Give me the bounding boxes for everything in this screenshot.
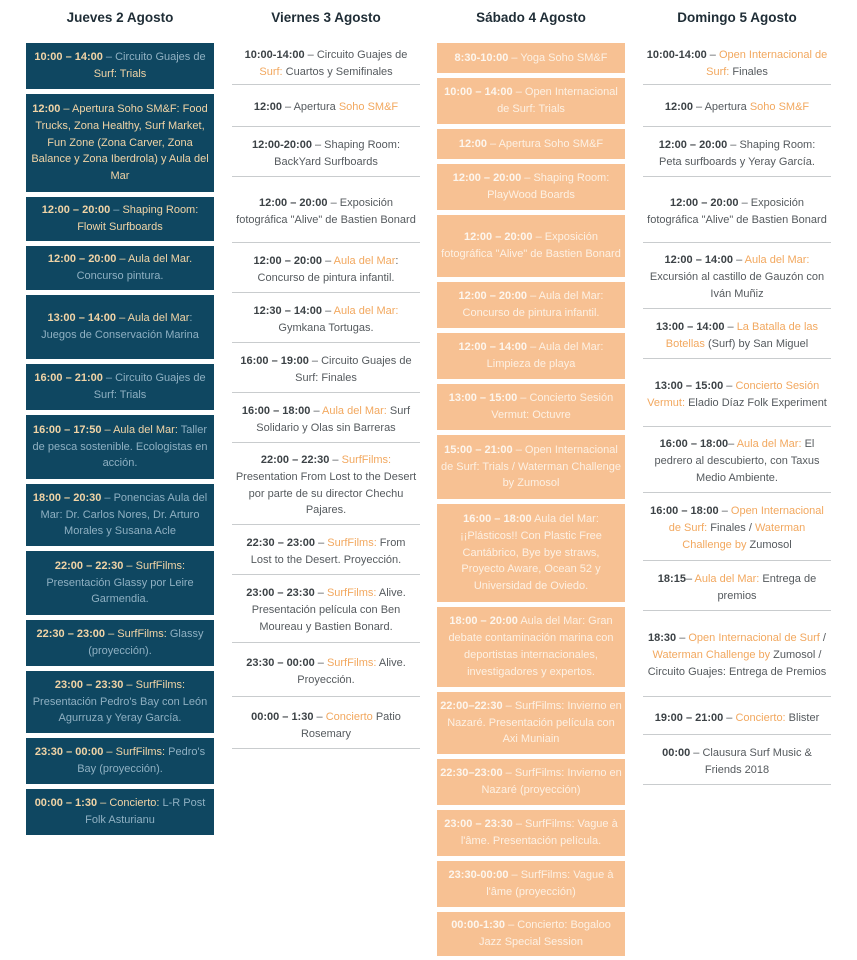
schedule-entry: 12:00 – Apertura Soho SM&F xyxy=(437,129,625,159)
schedule-entry: 12:00 – 20:00 – Shaping Room: PlayWood Boards xyxy=(437,164,625,210)
schedule-entry: 22:00–22:30 – SurfFilms: Invierno en Nazaré. Presentación película con Axi Muniain xyxy=(437,692,625,754)
schedule-entry: 00:00-1:30 – Concierto: Bogaloo Jazz Special Session xyxy=(437,912,625,956)
schedule-entry: 12:00 – 20:00 – Exposición fotográfica "Alive" de Bastien Bonard xyxy=(232,181,420,243)
schedule-entry: 12:00 – 20:00 – Exposición fotográfica "Alive" de Bastien Bonard xyxy=(643,181,831,243)
schedule-entry: 10:00 – 14:00 – Open Internacional de Surf: Trials xyxy=(437,78,625,124)
schedule-entry: 12:00 – 20:00 – Exposición fotográfica "Alive" de Bastien Bonard xyxy=(437,215,625,277)
schedule-entry: 13:00 – 14:00 – Aula del Mar: Juegos de Conservación Marina xyxy=(26,295,214,359)
schedule-entry: 16:00 – 19:00 – Circuito Guajes de Surf: Finales xyxy=(232,347,420,393)
schedule-entry: 16:00 – 18:00 Aula del Mar: ¡¡Plásticos!! Con Plastic Free Cantábrico, Bye bye straws, Proyecto Aware, Ocean 52 y Universidad de Oviedo. xyxy=(437,504,625,602)
day-heading: Viernes 3 Agosto xyxy=(271,10,381,25)
schedule-entry: 00:00 – 1:30 – Concierto Patio Rosemary xyxy=(232,703,420,749)
schedule-entry: 16:00 – 18:00 – Aula del Mar: Surf Solidario y Olas sin Barreras xyxy=(232,397,420,443)
schedule-entry: 12:00 – Apertura Soho SM&F: Food Trucks, Zona Healthy, Surf Market, Fun Zone (Zona Carver, Zona Balance y Zona Iberdrola) y Aula del Mar xyxy=(26,94,214,192)
schedule-entry: 18:00 – 20:30 – Ponencias Aula del Mar: Dr. Carlos Nores, Dr. Arturo Morales y Susana Acle xyxy=(26,484,214,546)
schedule-entry: 16:00 – 17:50 – Aula del Mar: Taller de pesca sostenible. Ecologistas en acción. xyxy=(26,415,214,479)
day-column-sabado xyxy=(437,0,625,948)
schedule-entry: 12:00 – 20:00 – Aula del Mar. Concurso pintura. xyxy=(26,246,214,290)
schedule-entry: 16:00 – 18:00– Aula del Mar: El pedrero al descubierto, con Taxus Medio Ambiente. xyxy=(643,431,831,493)
schedule-entry: 22:00 – 22:30 – SurfFilms: Presentación Glassy por Leire Garmendia. xyxy=(26,551,214,615)
day-heading: Domingo 5 Agosto xyxy=(677,10,797,25)
schedule-entry: 10:00-14:00 – Open Internacional de Surf: Finales xyxy=(643,43,831,85)
schedule-entry: 16:00 – 18:00 – Open Internacional de Surf: Finales / Waterman Challenge by Zumosol xyxy=(643,497,831,561)
schedule-entry: 18:30 – Open Internacional de Surf / Waterman Challenge by Zumosol / Circuito Guajes: Entrega de Premios xyxy=(643,615,831,697)
schedule-entry: 22:30–23:00 – SurfFilms: Invierno en Nazaré (proyección) xyxy=(437,759,625,805)
schedule-entry: 12:00 – 20:00 – Shaping Room: Flowit Surfboards xyxy=(26,197,214,241)
day-column-domingo xyxy=(643,0,831,776)
schedule-entry: 15:00 – 21:00 – Open Internacional de Surf: Trials / Waterman Challenge by Zumosol xyxy=(437,435,625,499)
schedule-entry: 00:00 – 1:30 – Concierto: L-R Post Folk Asturianu xyxy=(26,789,214,835)
schedule-entry: 22:30 – 23:00 – SurfFilms: From Lost to the Desert. Proyección. xyxy=(232,529,420,575)
schedule-entry: 12:30 – 14:00 – Aula del Mar: Gymkana Tortugas. xyxy=(232,297,420,343)
schedule-entry: 12:00 – 20:00 – Aula del Mar: Concurso de pintura infantil. xyxy=(232,247,420,293)
schedule-entry: 12:00 – Apertura Soho SM&F xyxy=(232,89,420,127)
schedule-entry: 8:30-10:00 – Yoga Soho SM&F xyxy=(437,43,625,73)
schedule-entry: 23:30 – 00:00 – SurfFilms: Pedro's Bay (proyección). xyxy=(26,738,214,784)
day-column-jueves xyxy=(26,0,214,826)
schedule-entry: 23:00 – 23:30 – SurfFilms: Vague à l'âme. Presentación película. xyxy=(437,810,625,856)
schedule-entry: 10:00-14:00 – Circuito Guajes de Surf: Cuartos y Semifinales xyxy=(232,43,420,85)
schedule-entry: 00:00 – Clausura Surf Music & Friends 2018 xyxy=(643,739,831,785)
schedule-entry: 10:00 – 14:00 – Circuito Guajes de Surf: Trials xyxy=(26,43,214,89)
schedule-entry: 13:00 – 15:00 – Concierto Sesión Vermut: Eladio Díaz Folk Experiment xyxy=(643,363,831,427)
schedule-entry: 12:00 – 14:00 – Aula del Mar: Excursión al castillo de Gauzón con Iván Muñiz xyxy=(643,247,831,309)
schedule-entry: 12:00 – Apertura Soho SM&F xyxy=(643,89,831,127)
schedule-entry: 23:30-00:00 – SurfFilms: Vague à l'âme (proyección) xyxy=(437,861,625,907)
schedule-entry: 12:00-20:00 – Shaping Room: BackYard Surfboards xyxy=(232,131,420,177)
schedule-entry: 22:30 – 23:00 – SurfFilms: Glassy (proyección). xyxy=(26,620,214,666)
day-column-viernes xyxy=(232,0,420,740)
schedule-entry: 13:00 – 14:00 – La Batalla de las Botellas (Surf) by San Miguel xyxy=(643,313,831,359)
schedule-entry: 19:00 – 21:00 – Concierto: Blister xyxy=(643,703,831,735)
schedule-entry: 23:00 – 23:30 – SurfFilms: Presentación Pedro's Bay con León Agurruza y Yeray García. xyxy=(26,671,214,733)
day-heading: Jueves 2 Agosto xyxy=(66,10,174,25)
schedule-entry: 22:00 – 22:30 – SurfFilms: Presentation From Lost to the Desert por parte de su director Chechu Pajares. xyxy=(232,447,420,525)
day-heading: Sábado 4 Agosto xyxy=(476,10,586,25)
schedule-entry: 18:00 – 20:00 Aula del Mar: Gran debate contaminación marina con deportistas internacionales, investigadores y expertos. xyxy=(437,607,625,687)
schedule-entry: 16:00 – 21:00 – Circuito Guajes de Surf: Trials xyxy=(26,364,214,410)
schedule-entry: 12:00 – 14:00 – Aula del Mar: Limpieza de playa xyxy=(437,333,625,379)
schedule-entry: 23:00 – 23:30 – SurfFilms: Alive. Presentación película con Ben Moureau y Bastien Bonard. xyxy=(232,579,420,643)
schedule-entry: 12:00 – 20:00 – Shaping Room: Peta surfboards y Yeray García. xyxy=(643,131,831,177)
schedule-entry: 13:00 – 15:00 – Concierto Sesión Vermut: Octuvre xyxy=(437,384,625,430)
schedule-entry: 12:00 – 20:00 – Aula del Mar: Concurso de pintura infantil. xyxy=(437,282,625,328)
schedule-entry: 18:15– Aula del Mar: Entrega de premios xyxy=(643,565,831,611)
schedule-entry: 23:30 – 00:00 – SurfFilms: Alive. Proyección. xyxy=(232,647,420,697)
